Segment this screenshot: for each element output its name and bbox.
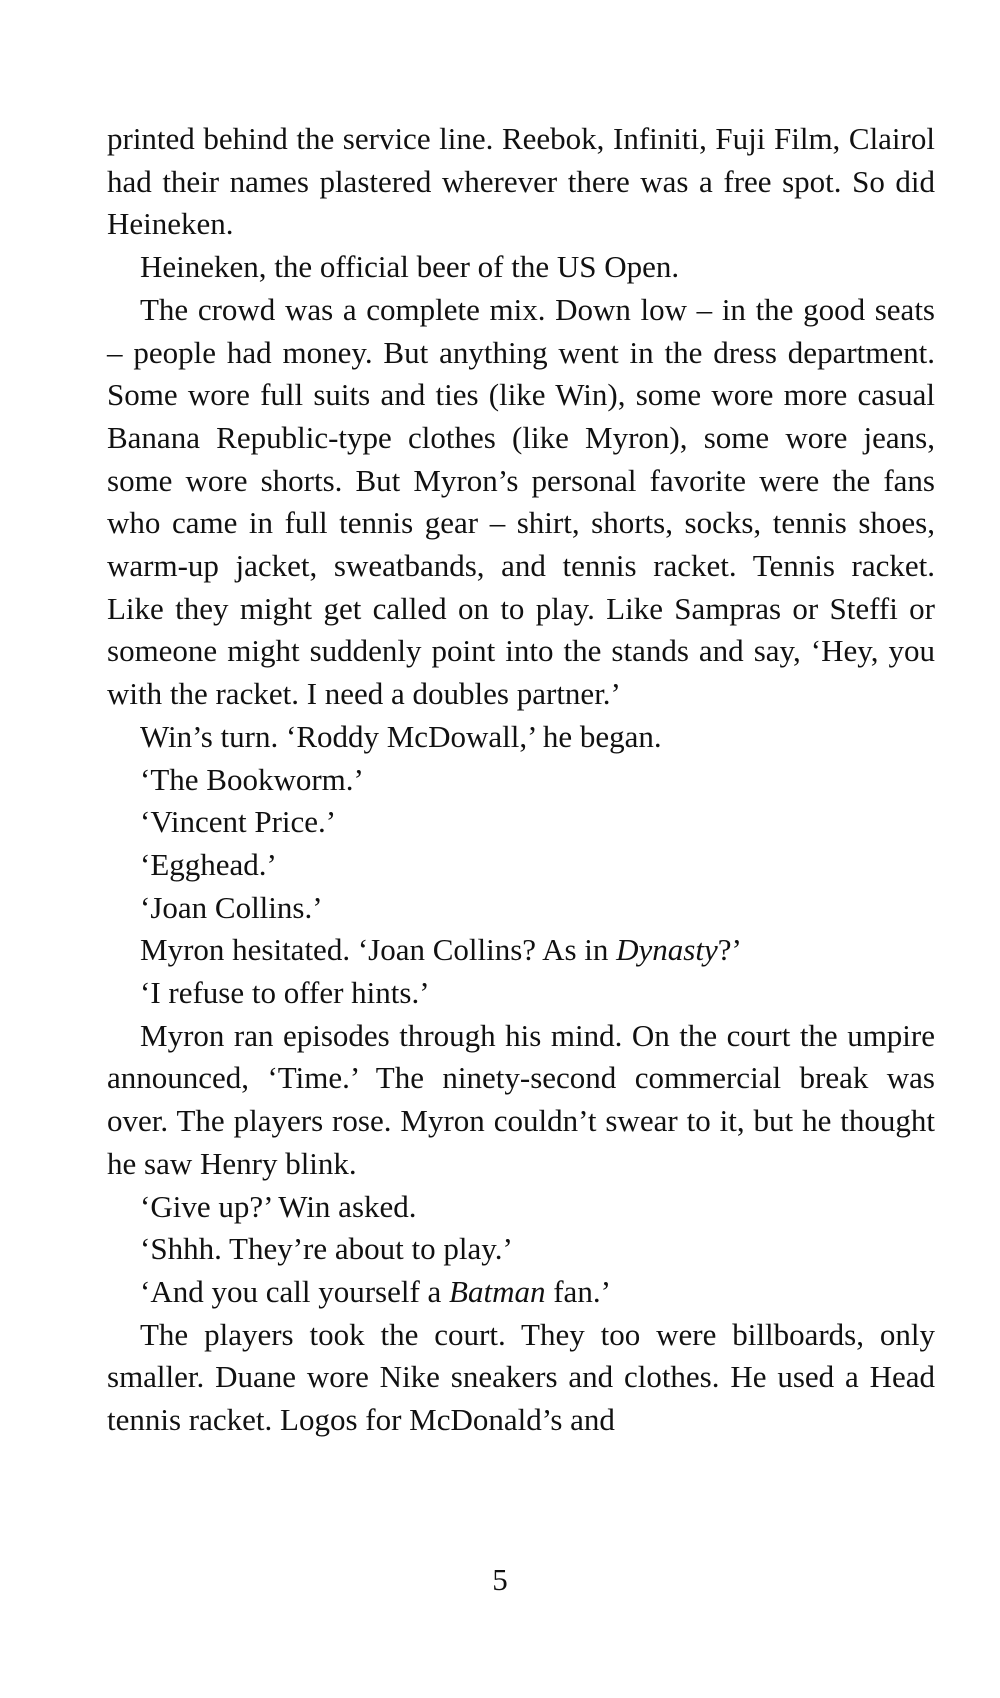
paragraph-14 bbox=[107, 1271, 935, 1314]
paragraph-9 bbox=[107, 929, 935, 972]
paragraph-14-italic: Batman bbox=[449, 1273, 546, 1309]
paragraph-14-after: fan.’ bbox=[545, 1273, 611, 1309]
paragraph-3: The crowd was a complete mix. Down low – in the good seats – people had money. But anything went in the dress department. Some wore full suits and ties (like Win), some wore more casual Banana Republic-type clothes (like Myron), some wore jeans, some wore shorts. But Myron’s personal favorite were the fans who came in full tennis gear – shirt, shorts, socks, tennis shoes, warm-up jacket, sweatbands, and tennis racket. Tennis racket. Like they might get called on to play. Like Sampras or Steffi or someone might suddenly point into the stands and say, ‘Hey, you with the racket. I need a doubles partner.’ bbox=[107, 291, 935, 712]
paragraph-9-italic: Dynasty bbox=[616, 932, 718, 968]
paragraph-7: ‘Egghead.’ bbox=[140, 846, 277, 882]
paragraph-1: printed behind the service line. Reebok, Infiniti, Fuji Film, Clairol had their names plastered wherever there was a free spot. So did Heineken. bbox=[107, 121, 935, 242]
paragraph-9-after: ?’ bbox=[717, 932, 742, 968]
paragraph-11: Myron ran episodes through his mind. On the court the umpire announced, ‘Time.’ The ninety-second commercial break was over. The players rose. Myron couldn’t swear to it, but he thought he saw Henry blink. bbox=[107, 1017, 935, 1181]
paragraph-9-before: Myron hesitated. ‘Joan Collins? As in bbox=[140, 932, 617, 968]
paragraph-2: Heineken, the official beer of the US Open. bbox=[140, 249, 680, 285]
body-text bbox=[107, 118, 935, 1442]
paragraph-15: The players took the court. They too were billboards, only smaller. Duane wore Nike sneakers and clothes. He used a Head tennis racket. Logos for McDonald’s and bbox=[107, 1316, 935, 1438]
paragraph-6: ‘Vincent Price.’ bbox=[140, 804, 337, 840]
page-number: 5 bbox=[492, 1562, 508, 1597]
paragraph-5: ‘The Bookworm.’ bbox=[140, 761, 364, 797]
paragraph-4: Win’s turn. ‘Roddy McDowall,’ he began. bbox=[140, 718, 662, 754]
paragraph-12: ‘Give up?’ Win asked. bbox=[140, 1188, 417, 1224]
paragraph-8: ‘Joan Collins.’ bbox=[140, 889, 323, 925]
paragraph-10: ‘I refuse to offer hints.’ bbox=[140, 975, 430, 1011]
paragraph-14-before: ‘And you call yourself a bbox=[140, 1273, 450, 1309]
paragraph-13: ‘Shhh. They’re about to play.’ bbox=[140, 1231, 513, 1267]
